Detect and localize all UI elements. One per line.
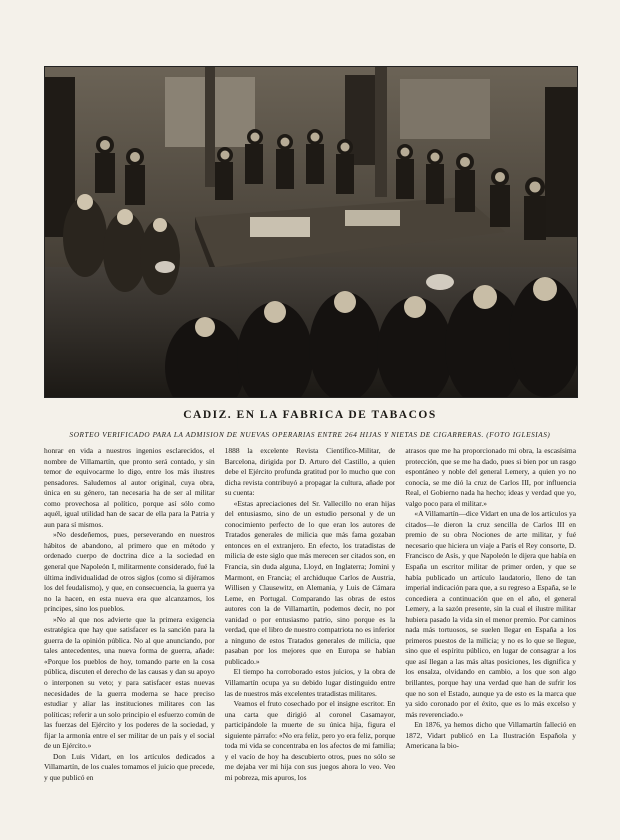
paragraph: En 1876, ya hemos dicho que Villamartín falleció en 1872, Vidart publicó en La Ilustración Española y Americana la bio-	[405, 720, 577, 751]
column-1	[44, 446, 215, 830]
paragraph: 1888 la excelente Revista Científico-Militar, de Barcelona, dirigida por D. Arturo del Castillo, a quien debe el Ejército profunda gratitud por lo mucho que con dicha revista contribuyó a propagar la cultura, añade por su cuenta:	[224, 446, 396, 498]
paragraph: El tiempo ha corroborado estos juicios, y la obra de Villamartín ocupa ya su debido lugar distinguido entre las de nuestros más excelentes tratadistas militares.	[224, 667, 396, 698]
article-columns	[44, 446, 576, 830]
photo-caption-subtitle: SORTEO VERIFICADO PARA LA ADMISION DE NUEVAS OPERARIAS ENTRE 264 HIJAS Y NIETAS DE CIGARRERAS. (FOTO IGLESIAS)	[69, 431, 551, 439]
paragraph: Veamos el fruto cosechado por el insigne escritor. En una carta que dirigió al coronel Casamayor, participándole la muerte de su única hija, figura el siguiente párrafo: «No era feliz, pero yo era feliz, porque toda mi vida se concentraba en los afectos de mi familia; y el vacío de hoy ha descubierto otros, pues no sólo se me dejaba ver mi hija con sus juegos ahora lo veo. Veo mi pobreza, mis apuros, los	[224, 699, 396, 782]
paragraph: «Estas apreciaciones del Sr. Vallecillo no eran hijas del entusiasmo, sino de un estudio personal y de un conocimiento perfecto de lo que eran los autores de Tratados generales de milicia que más fama gozaban entonces en el extranjero. En efecto, los tratadistas de milicia de este siglo que más merecen ser citados son, en Francia, sin duda alguna, Lloyd, en Inglaterra; Jomini y Marmont, en Francia; el archiduque Carlos de Austria, Willisen y Clausewitz, en Alemania, y Luis de Cámara Leme, en Portugal. Comparando las obras de estos autores con la de Villamartín, podemos decir, no por vanidad o por entusiasmo patrio, sino porque es la verdad, que el libro de nuestro compatriota no es inferior a ninguno de estos Tratados generales de milicia, que pasaban por los mejores que en Europa se habían publicado.»	[224, 498, 396, 666]
paragraph: »No al que nos advierte que la primera exigencia estratégica que hay que satisfacer es la sanción para la guerra de la opinión pública. No al que anunciando, por tales antecedentes, una nueva forma de guerra, añade: «Porque los pueblos de hoy, tomando parte en la cosa pública, discuten el derecho de las causas y dan su apoyo o interponen su veto; y para satisfacer estas nuevas necesidades de la guerra moderna se hace preciso estudiar y aliar las instituciones militares con las políticas; referir a un solo principio el esfuerzo común de las fuerzas del Ejército y los poderes de la sociedad, y fijar la armonía entre el ser militar de un país y el social de un Ejército.»	[44, 614, 215, 751]
paragraph: Don Luis Vidart, en los artículos dedicados a Villamartín, de los cuales tomamos el juicio que precede, y que publicó en	[44, 751, 215, 782]
photograph	[44, 66, 578, 398]
photo-caption-title: CADIZ. EN LA FABRICA DE TABACOS	[183, 409, 437, 421]
paragraph: atrasos que me ha proporcionado mi obra, la escasísima protección, que se me ha dado, pues si bien por un rasgo espontáneo y noble del general Lemery, a quien yo no conocía, se me dió la cruz de Carlos III, por influencia Real, el Gobierno nada ha hecho; ideas y verdad que yo, valgo poco para el militar.»	[405, 446, 577, 508]
paragraph: »No desdeñemos, pues, perseverando en nuestros hábitos de abandono, al primero que en método y ordenado cuerpo de doctrina dice a la sociedad en general que Napoleón I, militarmente considerado, fué la última individualidad de otros siglos (como si dijéramos los del feudalismo), y que, en consecuencia, la guerra ya no la hacen, en esta nueva era que alcanzamos, los príncipes, sino los pueblos.	[44, 530, 215, 614]
photograph-tobacco-factory-lottery	[45, 67, 577, 397]
column-2	[225, 446, 396, 830]
column-3	[405, 446, 576, 830]
paragraph: honrar en vida a nuestros ingenios esclarecidos, el nombre de Villamartín, que pronto será contado, y sin temor de equivocarme lo digo, entre los más ilustres pensadores. Saludemos al autor original, cuya obra, única en su género, tan necesaria ha de ser al militar como provechosa al político, porque así sólo como aquél, igual utilidad han de sacar de ella para la Patria y aun para sí mismos.	[44, 446, 215, 529]
paragraph: «A Villamartín—dice Vidart en una de los artículos ya citados—le dieron la cruz sencilla de Carlos III en premio de su obra Nociones de arte militar, y fué necesario que hiciera un viaje a París el Rey consorte, D. Francisco de Asís, y que Napoleón le dijera que había en España un escritor militar de primer orden, y que se había publicado un artículo laudatorio, lleno de tan imperial indicación para que, a su regreso a España, se le concediera a continuación que en el año, el general Lemery, a la sazón presente, sin la cual el ilustre militar hubiera pasado la vida sin el menor premio. Por caminos nada más tortuosos, se suelen llegar en España a los primeros puestos de la milicia; y no es lo que se llegue, sino que el espíritu público, en lugar de consagrar a los que así llegan a las más altas posiciones, les dignifica y los ensalza, olvidando en cambio, a los que son algo brillantes, porque hay una verdad que han de sufrir los que no son el Estado, aunque ya de esto es la marca que ya sido coronado por el éxito, que es lo más excelso y más reverenciado.»	[405, 509, 577, 719]
